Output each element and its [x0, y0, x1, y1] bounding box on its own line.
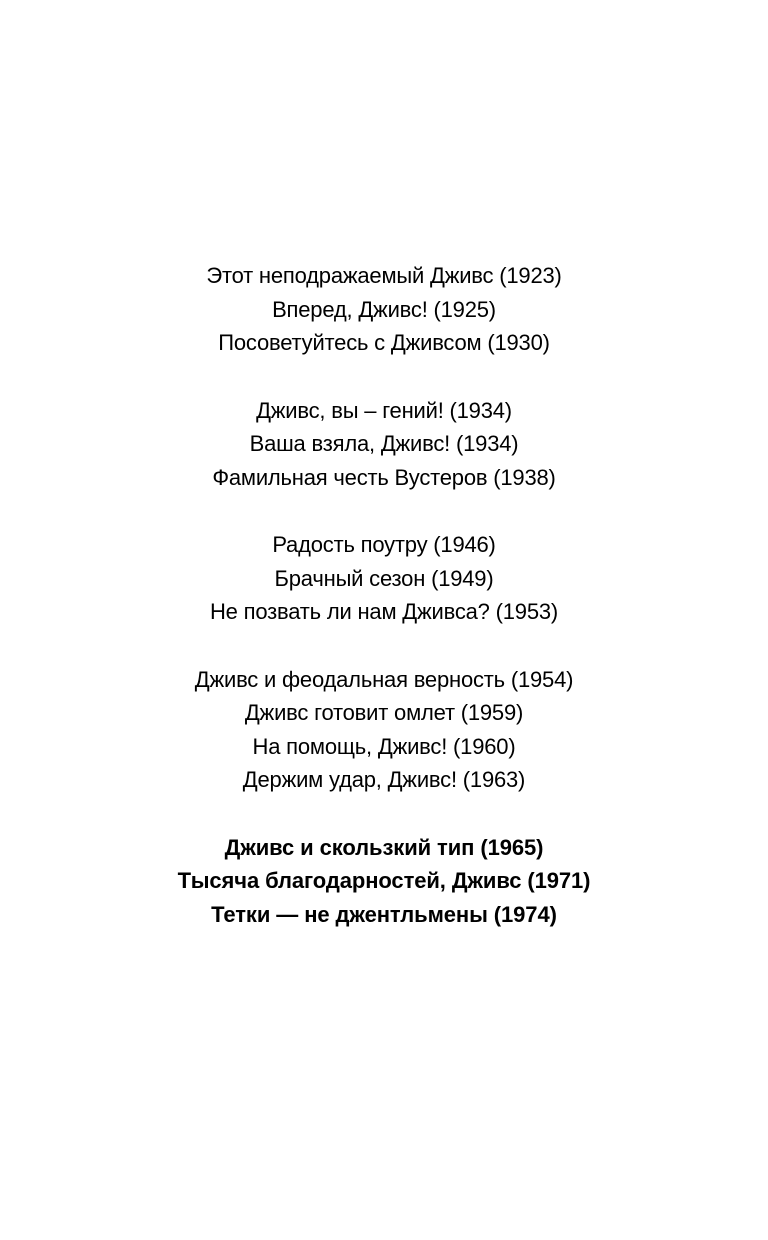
book-title: Ваша взяла, Дживс! (1934) — [249, 431, 519, 456]
book-title-bold: Дживс и скользкий тип (1965) — [224, 834, 544, 860]
title-group-2 — [0, 394, 768, 495]
book-title: Дживс готовит омлет (1959) — [244, 700, 524, 725]
title-group-4 — [0, 663, 768, 797]
book-title-bold: Тысяча благодарностей, Дживс (1971) — [177, 868, 591, 893]
book-title: Посоветуйтесь с Дживсом (1930) — [218, 330, 550, 355]
book-title-list — [0, 259, 768, 931]
title-group-5-highlighted — [0, 831, 768, 932]
book-title: На помощь, Дживс! (1960) — [252, 733, 516, 759]
book-title: Этот неподражаемый Дживс (1923) — [206, 263, 562, 288]
book-title: Не позвать ли нам Дживса? (1953) — [209, 599, 559, 624]
title-group-3 — [0, 528, 768, 629]
book-title: Держим удар, Дживс! (1963) — [242, 767, 526, 792]
book-title: Дживс, вы – гений! (1934) — [256, 397, 512, 423]
book-title-bold: Тетки — не джентльмены (1974) — [211, 901, 557, 927]
book-title: Брачный сезон (1949) — [274, 565, 494, 591]
title-group-1 — [0, 259, 768, 360]
book-title: Вперед, Дживс! (1925) — [272, 296, 496, 322]
book-title: Дживс и феодальная верность (1954) — [194, 666, 574, 692]
book-title: Фамильная честь Вустеров (1938) — [212, 464, 556, 490]
book-title: Радость поутру (1946) — [272, 532, 496, 557]
